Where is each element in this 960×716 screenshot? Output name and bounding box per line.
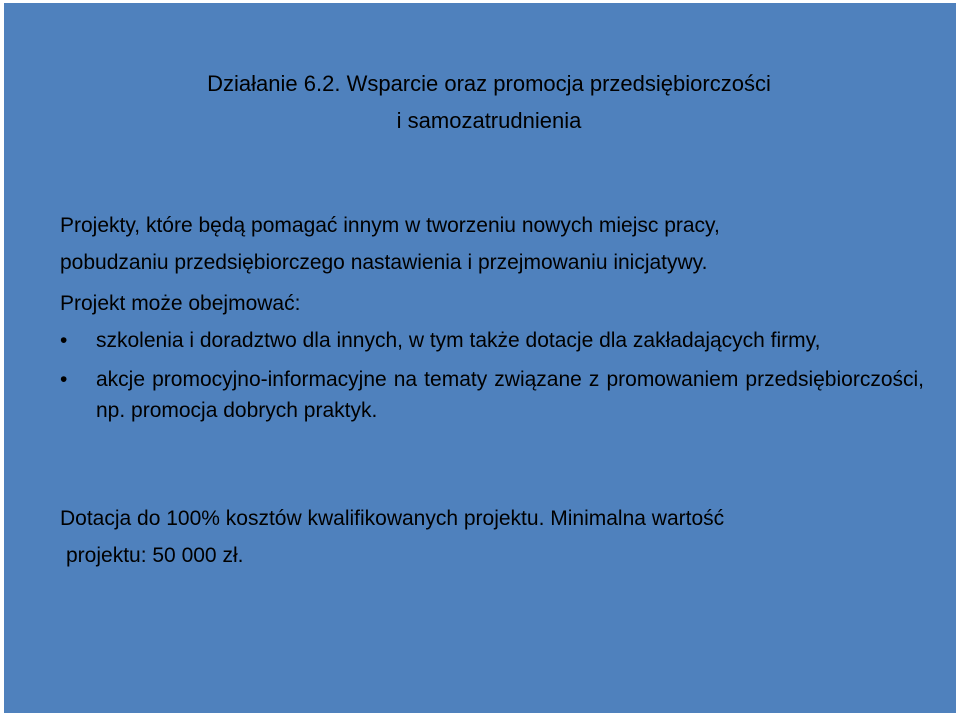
title-line-1: Działanie 6.2. Wsparcie oraz promocja przedsiębiorczości: [207, 71, 771, 96]
slide: [4, 3, 956, 713]
funding-paragraph: [60, 500, 724, 574]
funding-line-2: projektu: 50 000 zł.: [66, 544, 244, 567]
bullet-item-promotion: [60, 364, 924, 426]
bullet-icon: •: [60, 368, 68, 391]
slide-title: [4, 65, 960, 139]
title-line-2: i samozatrudnienia: [396, 108, 582, 133]
bullet-text-training: szkolenia i doradztwo dla innych, w tym także dotacje dla zakładających firmy,: [96, 329, 821, 352]
bullet-text-promotion: akcje promocyjno-informacyjne na tematy związane z promowaniem przedsiębiorczości, np. promocja dobrych praktyk.: [96, 368, 924, 422]
bullet-item-training: [60, 325, 924, 356]
funding-line-1: Dotacja do 100% kosztów kwalifikowanych projektu. Minimalna wartość: [60, 507, 725, 530]
intro-line-2: pobudzaniu przedsiębiorczego nastawienia i przejmowaniu inicjatywy.: [60, 251, 708, 274]
bullet-icon: •: [60, 329, 68, 352]
intro-line-1: Projekty, które będą pomagać innym w tworzeniu nowych miejsc pracy,: [60, 214, 720, 237]
intro-paragraph: [60, 207, 720, 281]
scope-heading: Projekt może obejmować:: [60, 292, 301, 315]
scope-bullet-list: [60, 325, 924, 434]
